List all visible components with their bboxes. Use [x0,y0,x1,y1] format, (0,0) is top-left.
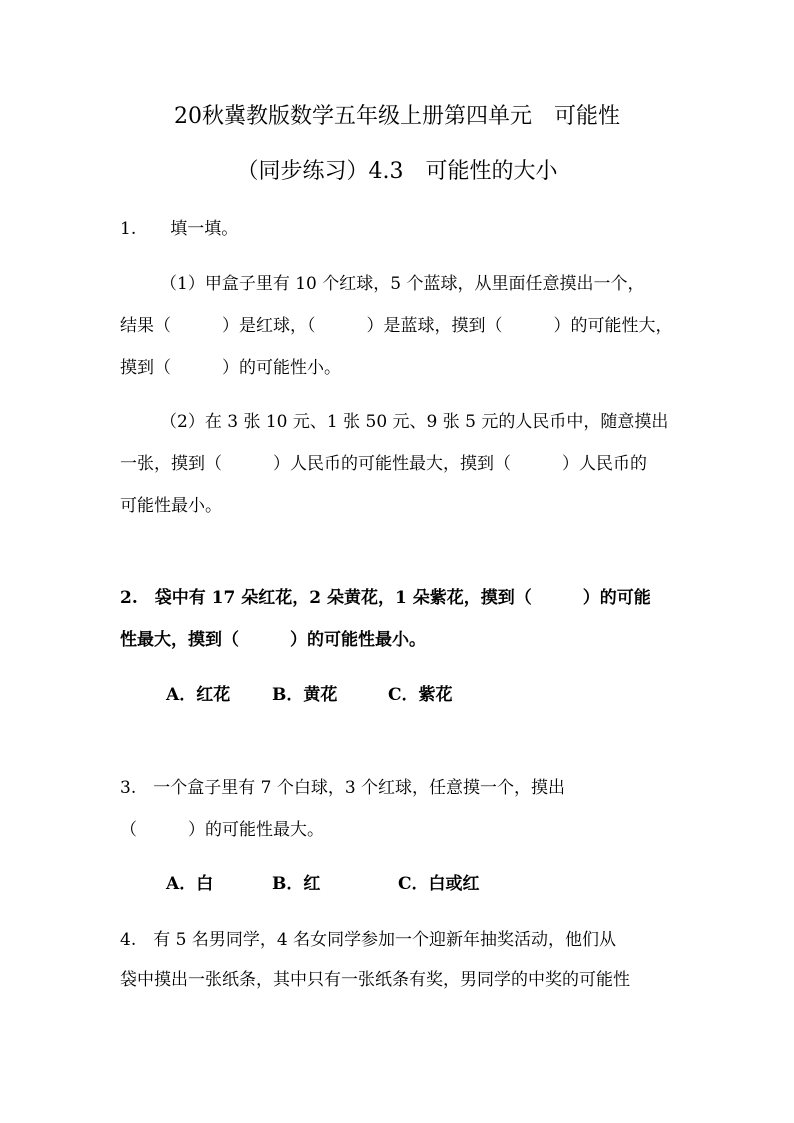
q1-part2-line-1: （2）在 3 张 10 元、1 张 50 元、9 张 5 元的人民币中，随意摸出 [160,412,669,432]
q2-option-a: A．红花 [166,685,231,705]
q3-line-1: 3. 一个盒子里有 7 个白球，3 个红球，任意摸一个，摸出 [120,778,566,798]
q2-line-1: 2. 袋中有 17 朵红花，2 朵黄花，1 朵紫花，摸到（ ）的可能 [120,588,651,608]
q1-part1-line-1: （1）甲盒子里有 10 个红球，5 个蓝球，从里面任意摸出一个， [160,274,645,294]
title-line-2: （同步练习）4.3 可能性的大小 [236,159,558,184]
q2-line-2: 性最大，摸到（ ）的可能性最小。 [120,630,426,650]
q1-part2-line-2: 一张，摸到（ ）人民币的可能性最大，摸到（ ）人民币的 [120,454,647,474]
q3-option-a: A．白 [166,874,214,894]
q3-option-b: B．红 [272,874,321,894]
q2-option-b: B．黄花 [272,685,338,705]
q4-line-2: 袋中摸出一张纸条，其中只有一张纸条有奖，男同学的中奖的可能性 [120,970,630,990]
title-line-1: 20秋冀教版数学五年级上册第四单元 可能性 [174,104,620,129]
q2-option-c: C．紫花 [388,685,453,705]
q1-part1-line-3: 摸到（ ）的可能性小。 [120,358,341,378]
q1-part1-line-2: 结果（ ）是红球，（ ）是蓝球，摸到（ ）的可能性大， [120,316,673,336]
q1-part2-line-3: 可能性最小。 [120,496,222,516]
q4-line-1: 4. 有 5 名男同学，4 名女同学参加一个迎新年抽奖活动，他们从 [120,930,617,950]
question-1-heading: 1. 填一填。 [120,219,239,239]
q3-option-c: C．白或红 [398,874,480,894]
q3-line-2: （ ）的可能性最大。 [120,820,324,840]
